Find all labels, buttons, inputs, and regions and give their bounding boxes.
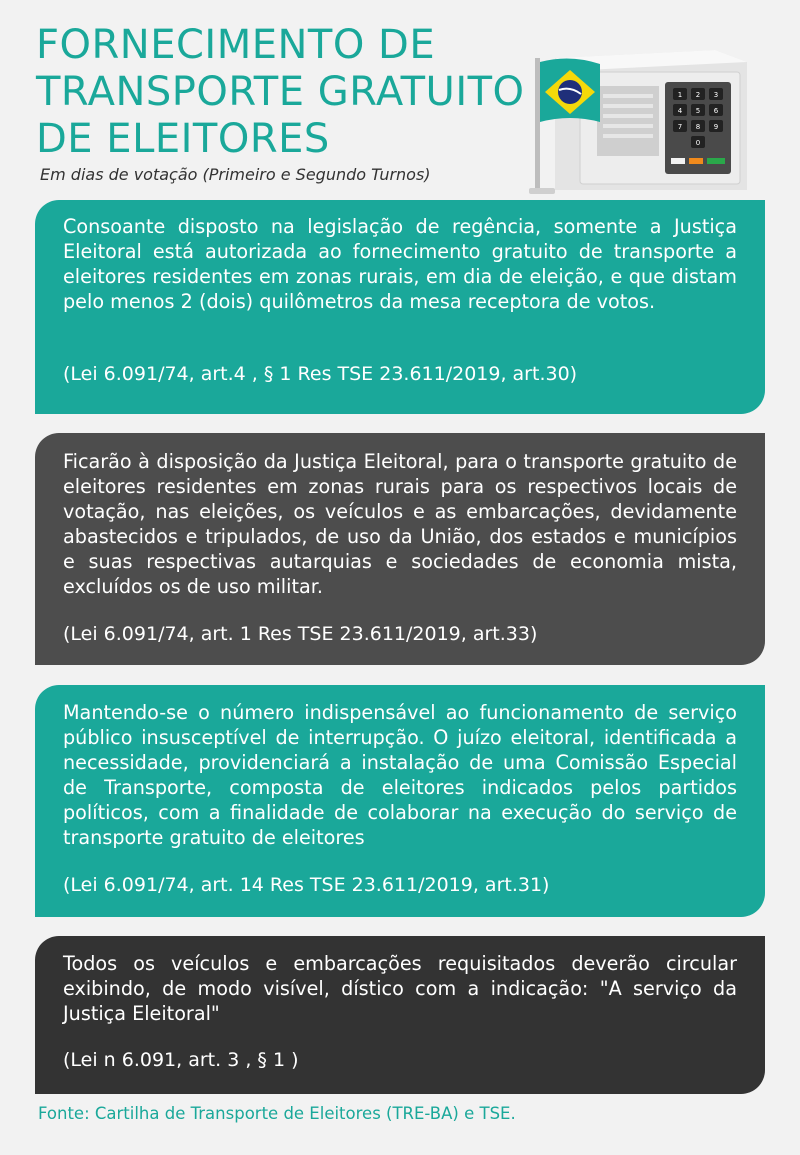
source-note: Fonte: Cartilha de Transporte de Eleitores (TRE-BA) e TSE. [38,1104,516,1123]
keypad-key-label: 0 [695,139,701,147]
title-line-2: TRANSPORTE GRATUITO [36,69,525,115]
keypad-key-label: 1 [677,91,683,99]
page-subtitle: Em dias de votação (Primeiro e Segundo Turnos) [40,165,431,184]
info-card-vehicle-sign [35,936,765,1094]
card-text: Todos os veículos e embarcações requisitados deverão circular exibindo, de modo visível, dístico com a indicação: "A serviço da Justiça Eleitoral" [63,952,737,1025]
keypad-key-label: 3 [713,91,719,99]
keypad-key-label: 9 [713,123,719,131]
info-card-vehicles-available [35,433,765,665]
card-legal-reference: (Lei n 6.091, art. 3 , § 1 ) [63,1049,299,1071]
page-title [36,22,536,163]
keypad-key-label: 5 [695,107,701,115]
card-legal-reference: (Lei 6.091/74, art. 14 Res TSE 23.611/2019, art.31) [63,874,550,896]
info-card-special-commission [35,685,765,917]
card-text: Consoante disposto na legislação de regência, somente a Justiça Eleitoral está autorizada ao fornecimento gratuito de transporte a eleitores residentes em zonas rurais, em dia de eleição, e que distam pelo menos 2 (dois) quilômetros da mesa receptora de votos. [63,215,737,313]
info-card-rural-transport [35,200,765,414]
card-text: Mantendo-se o número indispensável ao funcionamento de serviço público insusceptível de interrupção. O juízo eleitoral, identificada a necessidade, providenciará a instalação de uma Comissão Especial de Transporte, composta de eleitores indicados pelos partidos políticos, com a finalidade de colaborar na execução do serviço de transporte gratuito de eleitores [63,701,737,849]
keypad-key-label: 7 [677,123,683,131]
keypad-key-label: 6 [713,107,719,115]
card-legal-reference: (Lei 6.091/74, art. 1 Res TSE 23.611/2019, art.33) [63,623,538,645]
ballot-box-with-brazil-flag-icon [525,40,755,200]
card-legal-reference: (Lei 6.091/74, art.4 , § 1 Res TSE 23.611/2019, art.30) [63,363,578,385]
keypad-key-label: 4 [677,107,683,115]
title-line-3: DE ELEITORES [36,116,330,162]
title-line-1: FORNECIMENTO DE [36,22,436,68]
keypad-key-label: 2 [695,91,701,99]
keypad-key-label: 8 [695,123,701,131]
card-text: Ficarão à disposição da Justiça Eleitoral, para o transporte gratuito de eleitores residentes em zonas rurais para os respectivos locais de votação, nas eleições, os veículos e as embarcações, devidamente abastecidos e tripulados, de uso da União, dos estados e municípios e suas respectivas autarquias e sociedades de economia mista, excluídos os de uso militar. [63,450,737,598]
